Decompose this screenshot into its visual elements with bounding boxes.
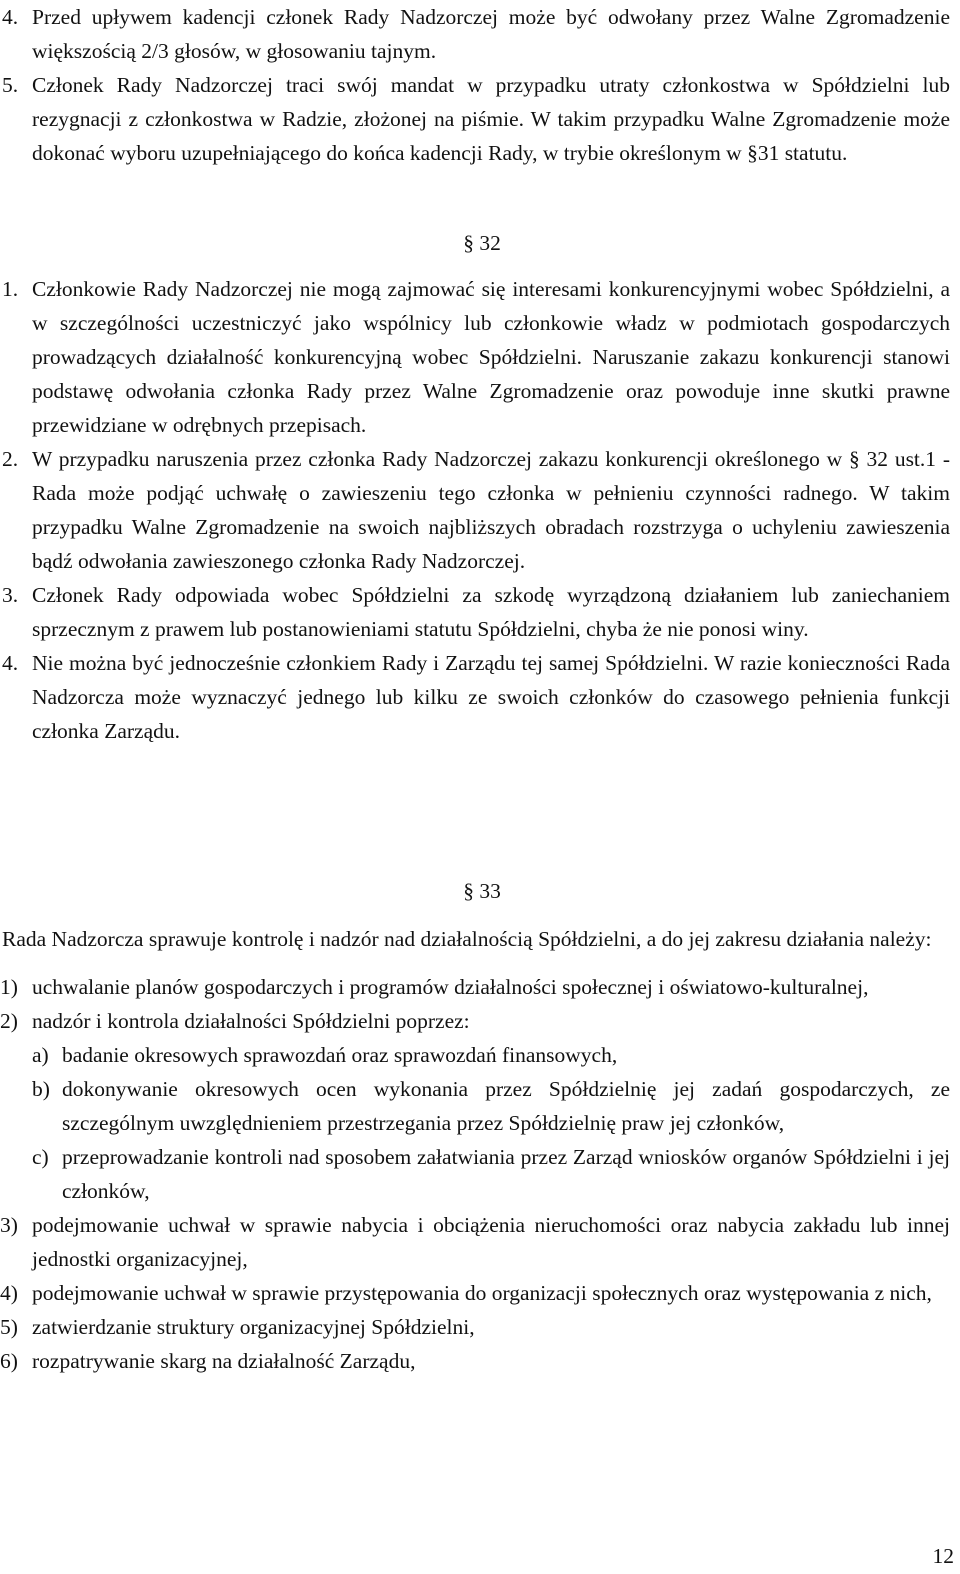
item-number: 4)	[0, 1281, 18, 1305]
item-letter: c)	[32, 1145, 49, 1169]
list-item	[0, 1004, 960, 1038]
page-number: 12	[932, 1544, 954, 1568]
sub-list-item	[0, 1140, 960, 1208]
item-letter: b)	[32, 1077, 50, 1101]
item-text: W przypadku naruszenia przez członka Rady Nadzorczej zakazu konkurencji określonego w § 32 ust.1 - Rada może podjąć uchwałę o zawieszeniu tego członka w pełnieniu czynności radnego. W takim przypadku Walne Zgromadzenie na swoich najbliższych obradach rozstrzyga o uchyleniu zawieszenia bądź odwołania zawieszonego członka Rady Nadzorczej.	[32, 447, 950, 573]
item-number: 3)	[0, 1213, 18, 1237]
item-text: Przed upływem kadencji członek Rady Nadzorczej może być odwołany przez Walne Zgromadzenie większością 2/3 głosów, w głosowaniu tajnym.	[32, 5, 950, 63]
list-item	[0, 272, 960, 442]
item-text: badanie okresowych sprawozdań oraz sprawozdań finansowych,	[62, 1043, 618, 1067]
item-number: 5)	[0, 1315, 18, 1339]
list-item	[0, 68, 960, 170]
item-number: 3.	[2, 583, 19, 607]
item-text: rozpatrywanie skarg na działalność Zarządu,	[32, 1349, 416, 1373]
item-number: 1)	[0, 975, 18, 999]
list-item	[0, 578, 960, 646]
item-text: Członek Rady odpowiada wobec Spółdzielni za szkodę wyrządzoną działaniem lub zaniechaniem sprzecznym z prawem lub postanowieniami statutu Spółdzielni, chyba że nie ponosi winy.	[32, 583, 950, 641]
item-letter: a)	[32, 1043, 49, 1067]
item-text: Nie można być jednocześnie członkiem Rady i Zarządu tej samej Spółdzielni. W razie konieczności Rada Nadzorcza może wyznaczyć jednego lub kilku ze swoich członków do czasowego pełnienia funkcji członka Zarządu.	[32, 651, 950, 743]
item-number: 2.	[2, 447, 19, 471]
sub-list-item	[0, 1072, 960, 1140]
item-text: dokonywanie okresowych ocen wykonania przez Spółdzielnię jej zadań gospodarczych, ze szczególnym uwzględnieniem przestrzegania przez Spółdzielnię praw jej członków,	[62, 1077, 950, 1135]
item-number: 2)	[0, 1009, 18, 1033]
list-item	[0, 970, 960, 1004]
list-item	[0, 646, 960, 748]
item-number: 5.	[2, 73, 19, 97]
list-item	[0, 442, 960, 578]
list-item	[0, 1310, 960, 1344]
item-text: Członek Rady Nadzorczej traci swój mandat w przypadku utraty członkostwa w Spółdzielni lub rezygnacji z członkostwa w Radzie, złożonej na piśmie. W takim przypadku Walne Zgromadzenie może dokonać wyboru uzupełniającego do końca kadencji Rady, w trybie określonym w §31 statutu.	[32, 73, 950, 165]
item-text: nadzór i kontrola działalności Spółdzielni poprzez:	[32, 1009, 470, 1033]
item-number: 4.	[2, 651, 19, 675]
item-number: 1.	[2, 277, 19, 301]
item-text: podejmowanie uchwał w sprawie przystępowania do organizacji społecznych oraz występowania z nich,	[32, 1281, 932, 1305]
item-text: przeprowadzanie kontroli nad sposobem załatwiania przez Zarząd wniosków organów Spółdzielni i jej członków,	[62, 1145, 950, 1203]
section-32	[0, 226, 960, 748]
item-text: Członkowie Rady Nadzorczej nie mogą zajmować się interesami konkurencyjnymi wobec Spółdzielni, a w szczególności uczestniczyć jako wspólnicy lub członkowie władz w podmiotach gospodarczych prowadzących działalność konkurencyjną wobec Spółdzielni. Naruszanie zakazu konkurencji stanowi podstawę odwołania członka Rady przez Walne Zgromadzenie oraz powoduje inne skutki prawne przewidziane w odrębnych przepisach.	[32, 277, 950, 437]
item-text: uchwalanie planów gospodarczych i programów działalności społecznej i oświatowo-kulturalnej,	[32, 975, 869, 999]
sub-list-item	[0, 1038, 960, 1072]
top-items	[0, 0, 960, 170]
item-text: podejmowanie uchwał w sprawie nabycia i obciążenia nieruchomości oraz nabycia zakładu lub innej jednostki organizacyjnej,	[32, 1213, 950, 1271]
section-33	[0, 874, 960, 1378]
list-item	[0, 1208, 960, 1276]
list-item	[0, 1344, 960, 1378]
section-heading: § 33	[463, 879, 501, 903]
item-number: 6)	[0, 1349, 18, 1373]
section-intro: Rada Nadzorcza sprawuje kontrolę i nadzór nad działalnością Spółdzielni, a do jej zakresu działania należy:	[2, 927, 932, 951]
item-number: 4.	[2, 5, 19, 29]
item-text: zatwierdzanie struktury organizacyjnej Spółdzielni,	[32, 1315, 475, 1339]
list-item	[0, 0, 960, 68]
section-heading: § 32	[463, 231, 501, 255]
list-item	[0, 1276, 960, 1310]
